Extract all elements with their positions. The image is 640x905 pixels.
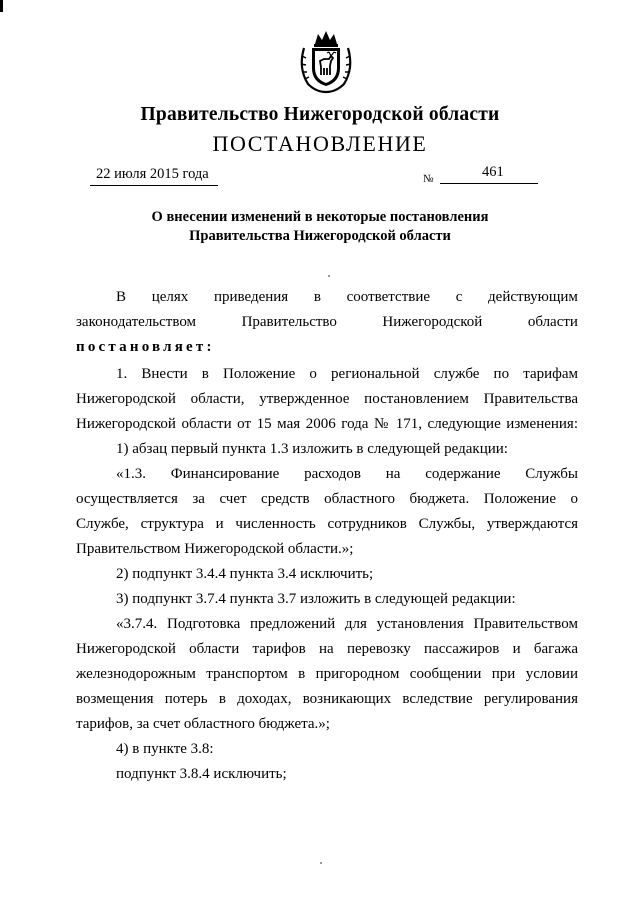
decree-word: постановляет: — [76, 339, 215, 355]
paragraph-line: 1) абзац первый пункта 1.3 изложить в следующей редакции: — [116, 441, 508, 457]
word: расходов — [304, 466, 361, 482]
preamble — [76, 285, 578, 360]
quote-line: тарифов, за счет областного бюджета.»; — [76, 716, 330, 732]
decree-body — [76, 362, 578, 787]
quote-line: осуществляется за счет средств областного бюджета. Положение о — [76, 491, 578, 507]
word: «1.3. — [116, 466, 146, 482]
word: Службы — [525, 466, 578, 482]
scan-speck — [328, 275, 330, 277]
quote-line: Службе, структура и численность сотрудников Службы, утверждаются — [76, 516, 578, 532]
word: Финансирование — [170, 466, 280, 482]
word: В — [116, 289, 127, 305]
preamble-line — [76, 285, 578, 310]
scan-speck — [320, 862, 322, 864]
word: на — [385, 466, 401, 482]
subject-line: Правительства Нижегородской области — [189, 228, 451, 244]
quote-line: железнодорожным транспортом в пригородном сообщении при условии — [76, 666, 578, 682]
subject-line: О внесении изменений в некоторые постановления — [151, 209, 489, 225]
paragraph-line: подпункт 3.8.4 исключить; — [116, 766, 287, 782]
paragraph-line: 4) в пункте 3.8: — [116, 741, 214, 757]
quote-line: «3.7.4. Подготовка предложений для установления Правительством — [116, 616, 578, 632]
word: приведения — [213, 289, 289, 305]
word: с — [455, 289, 463, 305]
preamble-line — [76, 310, 578, 335]
paragraph-line: 2) подпункт 3.4.4 пункта 3.4 исключить; — [116, 566, 374, 582]
word: действующим — [488, 289, 578, 305]
paragraph-line: Нижегородской области, утвержденное постановлением Правительства — [76, 391, 578, 407]
document-type: ПОСТАНОВЛЕНИЕ — [212, 131, 428, 156]
word: Правительство — [241, 314, 337, 330]
word: содержание — [425, 466, 501, 482]
document-number: 461 — [482, 164, 504, 180]
document-date: 22 июля 2015 года — [96, 166, 209, 182]
quote-line: Правительством Нижегородской области.»; — [76, 541, 354, 557]
government-title: Правительство Нижегородской области — [140, 104, 500, 125]
paragraph-line: 1. Внести в Положение о региональной службе по тарифам — [116, 366, 578, 382]
date-underline — [90, 185, 218, 186]
quote-line: Нижегородской области тарифов на перевозку пассажиров и багажа — [76, 641, 578, 657]
word: в — [313, 289, 321, 305]
scan-edge-mark — [0, 0, 3, 12]
word: области — [527, 314, 578, 330]
quote-line — [76, 462, 578, 487]
number-label: № — [423, 173, 434, 185]
nizhny-novgorod-coat-of-arms-icon — [296, 28, 356, 94]
quote-line: возмещения потерь в доходах, возникающих вследствие регулирования — [76, 691, 578, 707]
document-subject — [0, 208, 640, 246]
word: целях — [151, 289, 189, 305]
paragraph-line: 3) подпункт 3.7.4 пункта 3.7 изложить в следующей редакции: — [116, 591, 516, 607]
number-underline — [440, 183, 538, 184]
word: соответствие — [346, 289, 431, 305]
word: законодательством — [76, 314, 197, 330]
word: Нижегородской — [382, 314, 483, 330]
paragraph-line: Нижегородской области от 15 мая 2006 года № 171, следующие изменения: — [76, 416, 578, 432]
